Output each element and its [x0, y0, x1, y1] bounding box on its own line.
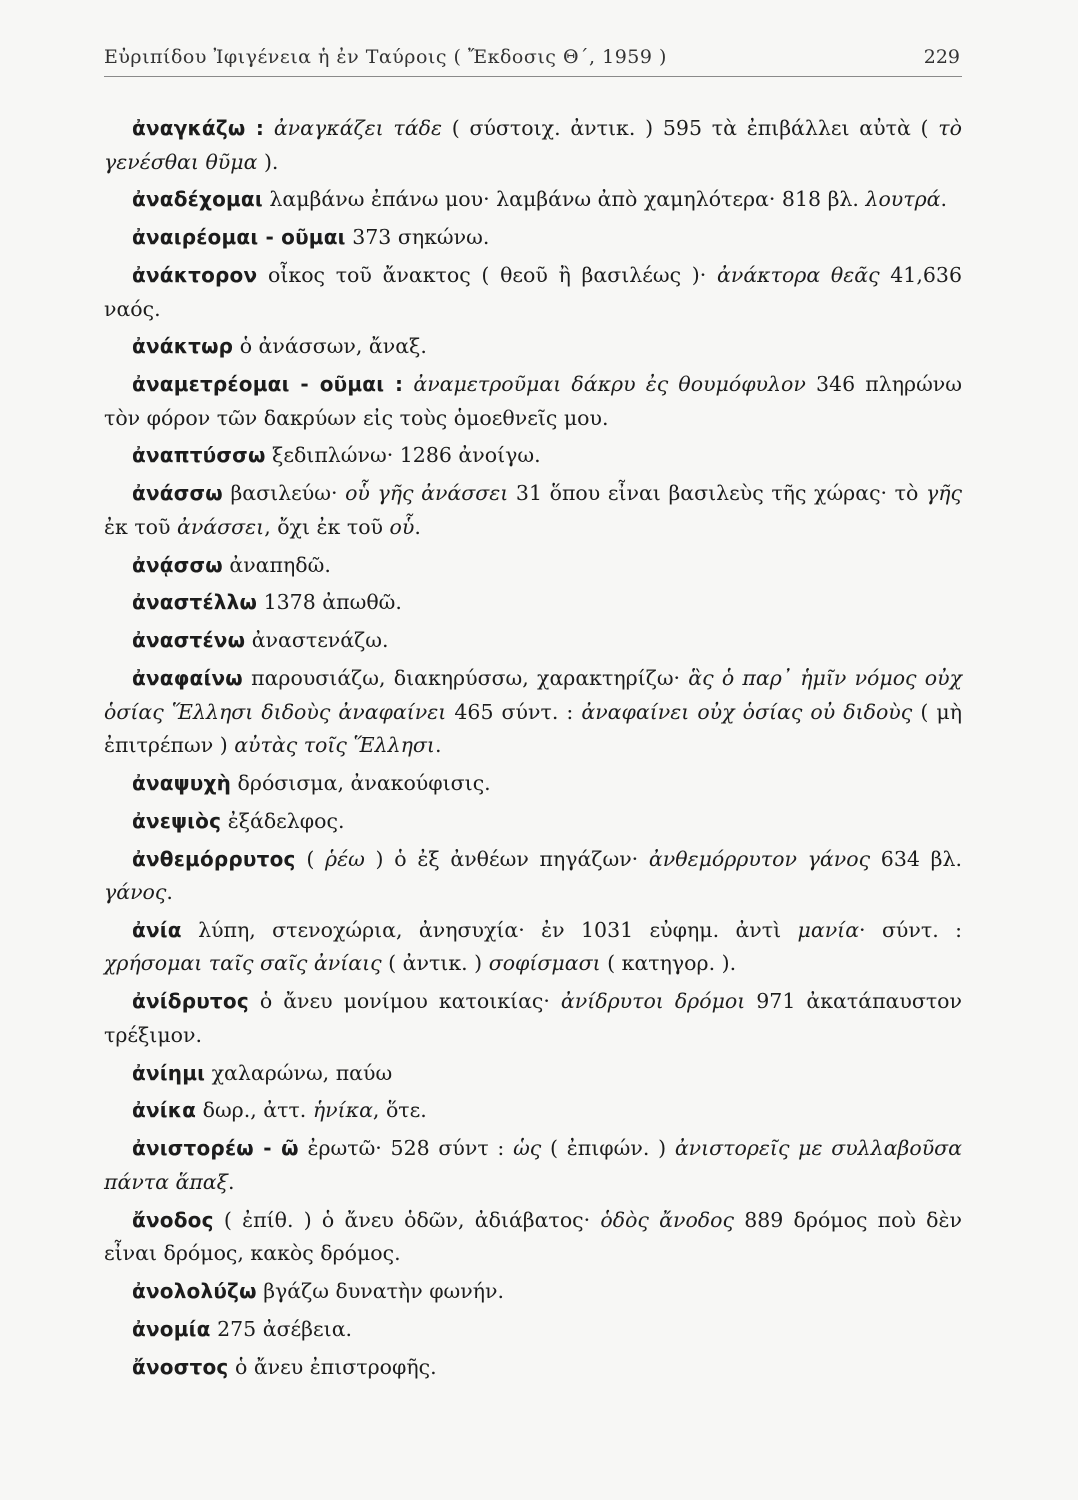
glossary-entry — [104, 985, 962, 1052]
entry-text: οἶκος τοῦ ἄνακτος ( θεοῦ ἢ βασιλέως )· — [257, 262, 718, 287]
entry-text: ἀναστενάζω. — [245, 628, 389, 653]
entry-headword: ἀναδέχομαι — [132, 187, 263, 212]
glossary-entry — [104, 1204, 962, 1271]
entry-quotation: χρήσομαι ταῖς σαῖς ἀνίαις — [104, 951, 382, 976]
entry-quotation: ἀνίδρυτοι δρόμοι — [560, 989, 746, 1014]
entry-quotation: ὡς — [513, 1136, 542, 1161]
entry-quotation: ἀνιστορεῖς με συλλαβοῦσα πάντα ἅπαξ — [104, 1136, 963, 1194]
entry-headword: ἀνίημι — [132, 1060, 206, 1085]
glossary-entry — [104, 221, 962, 255]
glossary-entry — [104, 183, 962, 217]
glossary-entry — [104, 549, 962, 583]
glossary-entry — [104, 624, 962, 658]
entry-text: 634 βλ. — [870, 846, 963, 871]
glossary-entry — [104, 1132, 962, 1199]
entry-text: 971 ἀκατάπαυστον τρέξιμον. — [104, 989, 962, 1047]
glossary-entry — [104, 914, 962, 981]
glossary-entry — [104, 1094, 962, 1128]
entry-quotation: ἀναμετροῦμαι δάκρυ ἐς θουμόφυλον — [413, 372, 806, 397]
glossary-entry — [104, 439, 962, 473]
entry-text: . — [166, 880, 173, 905]
entry-quotation: ἀνάκτορα θεᾶς — [717, 262, 880, 287]
entry-quotation: αὐτὰς τοῖς Ἕλλησι — [234, 733, 435, 758]
entry-text: 465 σύντ. : — [446, 699, 582, 724]
entry-text: ( κατηγορ. ). — [600, 951, 737, 976]
entry-text: ( — [295, 846, 326, 871]
entry-text: ( ἐπιφών. ) — [541, 1136, 675, 1161]
entry-quotation: ἃς ὁ παρ᾿ ἡμῖν νόμος οὐχ ὁσίας Ἕλλησι διδοὺς ἀναφαίνει — [104, 665, 962, 724]
entry-text: ἐρωτῶ· 528 σύντ : — [298, 1136, 514, 1161]
glossary-entry — [104, 330, 962, 364]
entry-text: , ὅτε. — [372, 1098, 427, 1123]
entry-quotation: γῆς — [925, 481, 962, 506]
entry-quotation: ἀνάσσει — [177, 514, 265, 539]
entry-headword: ἀνίκα — [132, 1098, 197, 1123]
entry-headword: ἀνεψιὸς — [132, 808, 222, 833]
entry-quotation: οὗ γῆς ἀνάσσει — [345, 481, 509, 506]
entry-text: ξεδιπλώνω· 1286 ἀνοίγω. — [265, 443, 541, 468]
entry-text: · σύντ. : — [859, 917, 962, 942]
entry-quotation: σοφίσμασι — [488, 951, 601, 976]
entry-text: ( ἀντικ. ) — [381, 951, 489, 976]
entry-text: 41,636 ναός. — [104, 262, 962, 321]
entry-text: λαμβάνω ἐπάνω μου· λαμβάνω ἀπὸ χαμηλότερα· 818 βλ. — [262, 187, 866, 212]
entry-text: 31 ὅπου εἶναι βασιλεὺς τῆς χώρας· τὸ — [508, 481, 926, 506]
glossary-entry — [104, 259, 962, 326]
entry-text: 889 δρόμος ποὺ δὲν εἶναι δρόμος, κακὸς δρόμος. — [104, 1207, 962, 1266]
entry-text: . — [227, 1169, 235, 1194]
glossary-entry — [104, 662, 962, 763]
entry-text: ) ὁ ἐξ ἀνθέων πηγάζων· — [364, 846, 649, 871]
entry-headword: ἀναμετρέομαι - οῦμαι : — [132, 372, 404, 397]
entry-headword: ἀνία — [132, 917, 182, 942]
entry-text: ἐκ τοῦ — [104, 514, 177, 539]
entry-text: ). — [257, 149, 279, 174]
entry-text: ( ἐπίθ. ) ὁ ἄνευ ὁδῶν, ἀδιάβατος· — [213, 1207, 601, 1232]
entry-headword: ἀνίδρυτος — [132, 989, 249, 1014]
entry-quotation: ἀναγκάζει τάδε — [273, 116, 442, 140]
entry-text: δρόσισμα, ἀνακούφισις. — [231, 770, 491, 795]
entry-text: ( μὴ ἐπιτρέπων ) — [104, 699, 962, 758]
glossary-entries — [104, 112, 962, 1388]
running-title: Εὐριπίδου Ἰφιγένεια ἡ ἐν Ταύροις ( Ἔκδοσις Θ΄, 1959 ) — [104, 46, 667, 68]
entry-text: , ὄχι ἐκ τοῦ — [264, 514, 390, 539]
glossary-entry — [104, 767, 962, 801]
entry-quotation: ἀνθεμόρρυτον γάνος — [648, 846, 871, 871]
entry-quotation: οὗ — [389, 514, 415, 539]
glossary-entry — [104, 1313, 962, 1347]
entry-headword: ἀναστένω — [132, 628, 246, 653]
glossary-entry — [104, 1275, 962, 1309]
entry-text: ὁ ἀνάσσων, ἄναξ. — [233, 334, 427, 359]
entry-text: ἀναπηδῶ. — [222, 552, 331, 577]
entry-headword: ἀναφαίνω — [132, 665, 243, 690]
entry-headword: ἀναψυχὴ — [132, 770, 232, 795]
entry-text: . — [434, 733, 442, 758]
entry-text: ὁ ἄνευ μονίμου κατοικίας· — [248, 989, 561, 1014]
entry-quotation: ἀναφαίνει οὐχ ὁσίας οὐ διδοὺς — [581, 699, 913, 724]
entry-text: δωρ., ἀττ. — [196, 1098, 313, 1123]
entry-text: ὁ ἄνευ ἐπιστροφῆς. — [228, 1354, 437, 1379]
entry-quotation: ὁδὸς ἄνοδος — [600, 1207, 734, 1232]
entry-text: . — [940, 187, 948, 212]
entry-text — [403, 372, 413, 396]
entry-text: 373 σηκώνω. — [345, 225, 490, 250]
entry-headword: ἀνάσσω — [132, 481, 223, 506]
entry-quotation: ἡνίκα — [312, 1098, 373, 1123]
entry-headword: ἄνοστος — [132, 1354, 229, 1379]
glossary-entry — [104, 1351, 962, 1385]
entry-text: παρουσιάζω, διακηρύσσω, χαρακτηρίζω· — [242, 665, 689, 690]
entry-quotation: μανία — [797, 917, 860, 942]
entry-quotation: γάνος — [104, 880, 167, 905]
page-number: 229 — [923, 46, 960, 68]
glossary-entry — [104, 1057, 962, 1091]
entry-headword: ἀνολολύζω — [132, 1278, 257, 1303]
entry-headword: ἀνθεμόρρυτος — [132, 846, 296, 871]
entry-headword: ἄνοδος — [132, 1207, 214, 1232]
glossary-entry — [104, 843, 962, 910]
entry-text: 275 ἀσέβεια. — [210, 1316, 353, 1341]
entry-text — [264, 116, 274, 140]
glossary-entry — [104, 477, 962, 544]
entry-headword: ἀνάκτωρ — [132, 334, 234, 359]
entry-text: . — [414, 514, 421, 539]
entry-text: ( σύστοιχ. ἀντικ. ) 595 τὰ ἐπιβάλλει αὐτὰ ( — [441, 116, 939, 140]
entry-text: λύπη, στενοχώρια, ἀνησυχία· ἐν 1031 εὐφημ. ἀντὶ — [181, 917, 798, 942]
entry-headword: ἀνιστορέω - ῶ — [132, 1136, 299, 1161]
running-header — [104, 42, 962, 77]
entry-text: 346 πληρώνω τὸν φόρον τῶν δακρύων εἰς τοὺς ὁμοεθνεῖς μου. — [104, 372, 962, 430]
entry-text: ἐξάδελφος. — [221, 808, 345, 833]
entry-quotation: τὸ γενέσθαι θῦμα — [104, 116, 962, 174]
entry-text: βγάζω δυνατὴν φωνήν. — [256, 1278, 504, 1303]
entry-text: 1378 ἀπωθῶ. — [257, 590, 402, 615]
entry-headword: ἀναγκάζω : — [132, 116, 265, 140]
entry-headword: ἀνομία — [132, 1316, 211, 1341]
entry-headword: ἀνᾴσσω — [132, 552, 223, 577]
glossary-entry — [104, 586, 962, 620]
entry-headword: ἀνάκτορον — [132, 262, 258, 287]
entry-quotation: ῥέω — [325, 846, 365, 871]
entry-headword: ἀναιρέομαι - οῦμαι — [132, 225, 346, 250]
entry-headword: ἀναπτύσσω — [132, 443, 266, 468]
entry-quotation: λουτρά — [865, 187, 941, 212]
glossary-entry — [104, 368, 962, 435]
entry-text: βασιλεύω· — [222, 481, 346, 506]
glossary-entry — [104, 805, 962, 839]
entry-headword: ἀναστέλλω — [132, 590, 258, 615]
glossary-entry — [104, 112, 962, 179]
entry-text: χαλαρώνω, παύω — [205, 1060, 393, 1085]
